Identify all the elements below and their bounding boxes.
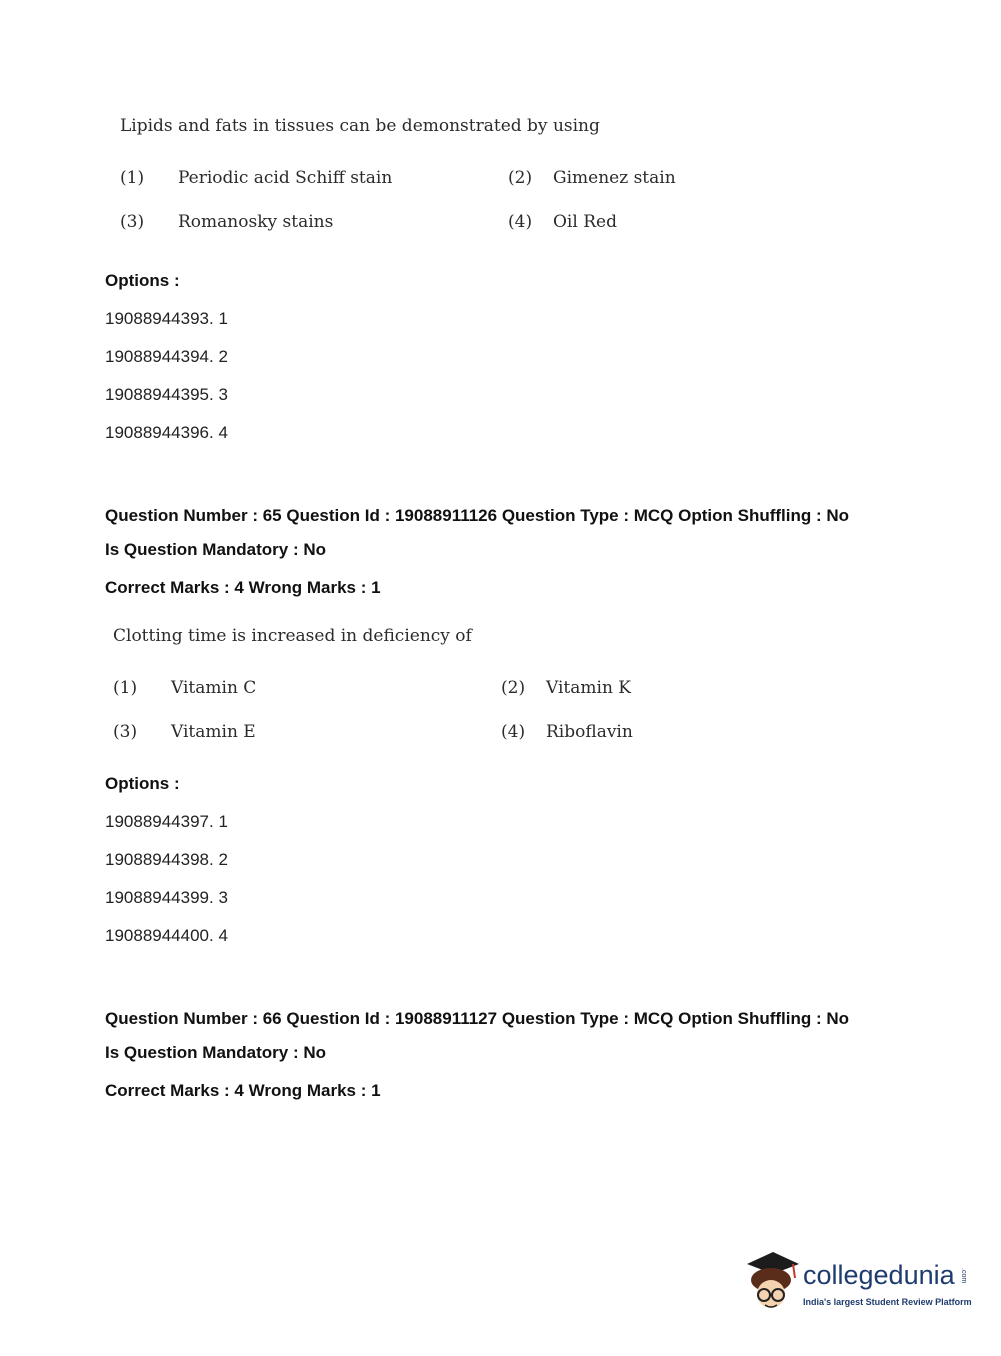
option-item: 19088944400. 4	[105, 926, 228, 945]
options-label: Options :	[105, 774, 180, 793]
question-64-text: Lipids and fats in tissues can be demonstrated by using	[120, 116, 600, 136]
option-item: 19088944395. 3	[105, 385, 228, 404]
question-66-header: Question Number : 66 Question Id : 19088911127 Question Type : MCQ Option Shuffling : No	[105, 1009, 850, 1028]
question-66-marks: Correct Marks : 4 Wrong Marks : 1	[105, 1081, 381, 1100]
question-65-text: Clotting time is increased in deficiency of	[113, 626, 472, 646]
question-65-mandatory: Is Question Mandatory : No	[105, 540, 327, 559]
question-65-marks: Correct Marks : 4 Wrong Marks : 1	[105, 578, 381, 597]
choice-text: Vitamin K	[546, 678, 631, 698]
choice-number: (3)	[120, 212, 145, 232]
choice-text: Romanosky stains	[178, 212, 334, 232]
option-item: 19088944393. 1	[105, 309, 228, 328]
choice-text: Riboflavin	[546, 722, 633, 742]
choice-3	[120, 212, 333, 232]
choice-number: (1)	[120, 168, 145, 188]
choice-number: (1)	[113, 678, 138, 698]
collegedunia-logo	[743, 1250, 973, 1320]
logo-tagline: India's largest Student Review Platform	[803, 1297, 972, 1307]
option-item: 19088944399. 3	[105, 888, 228, 907]
choice-text: Gimenez stain	[553, 168, 676, 188]
choice-number: (4)	[508, 212, 533, 232]
option-item: 19088944397. 1	[105, 812, 228, 831]
options-label: Options :	[105, 271, 180, 290]
option-item: 19088944396. 4	[105, 423, 228, 442]
choice-text: Periodic acid Schiff stain	[178, 168, 393, 188]
choice-text: Vitamin E	[171, 722, 256, 742]
choice-2	[508, 168, 676, 188]
choice-number: (2)	[508, 168, 533, 188]
choice-1	[120, 168, 392, 188]
logo-wordmark: collegedunia	[803, 1260, 955, 1290]
choice-1	[113, 678, 256, 698]
choice-number: (3)	[113, 722, 138, 742]
choice-3	[113, 722, 256, 742]
choice-text: Vitamin C	[171, 678, 257, 698]
option-item: 19088944394. 2	[105, 347, 228, 366]
choice-4	[501, 722, 633, 742]
option-item: 19088944398. 2	[105, 850, 228, 869]
choice-4	[508, 212, 617, 232]
question-66-mandatory: Is Question Mandatory : No	[105, 1043, 327, 1062]
choice-number: (2)	[501, 678, 526, 698]
question-65-header: Question Number : 65 Question Id : 19088911126 Question Type : MCQ Option Shuffling : No	[105, 506, 850, 525]
choice-number: (4)	[501, 722, 526, 742]
logo-domain-suffix: .com	[960, 1268, 967, 1284]
choice-2	[501, 678, 631, 698]
choice-text: Oil Red	[553, 212, 617, 232]
mascot-icon	[743, 1250, 803, 1320]
